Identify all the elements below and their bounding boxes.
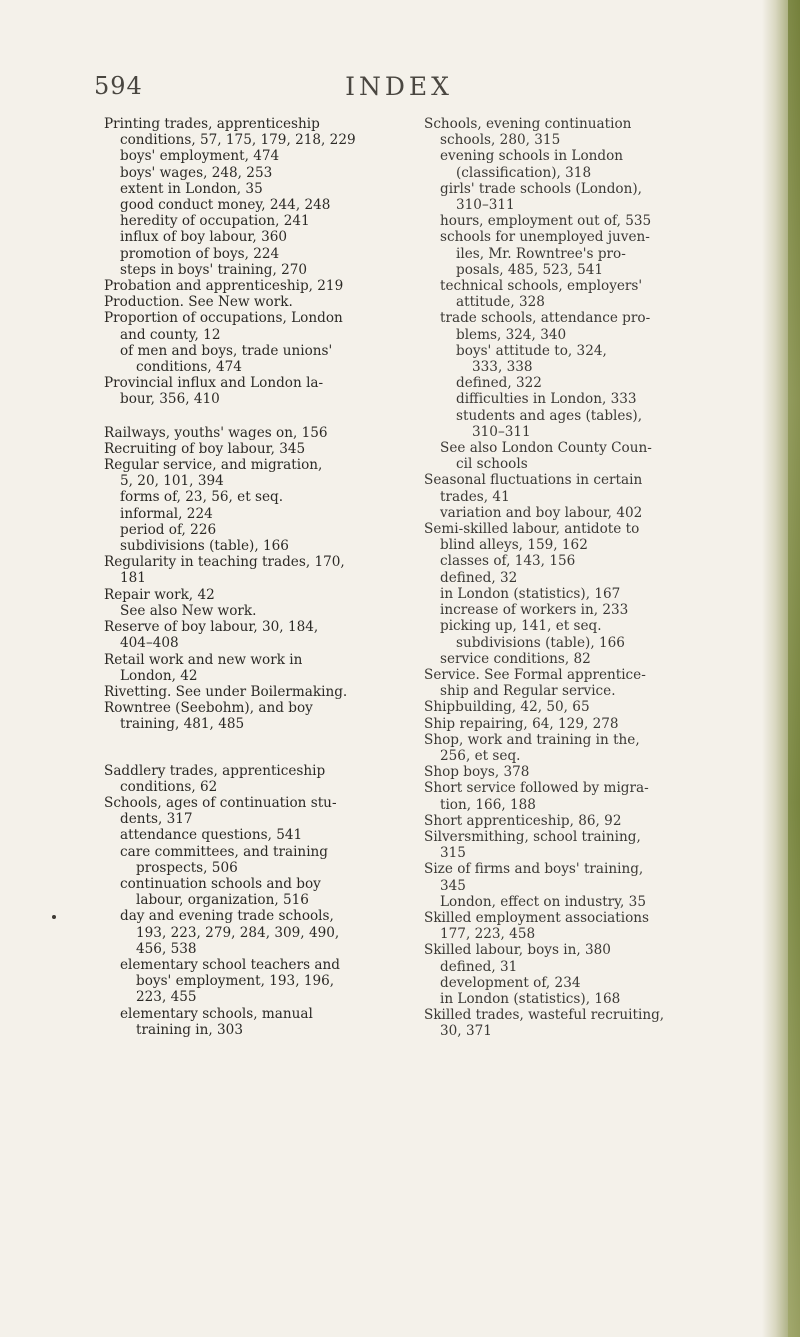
index-subentry: tion, 166, 188: [440, 796, 536, 813]
index-heading-entry: Probation and apprenticeship, 219: [104, 278, 344, 295]
index-heading-entry: Shipbuilding, 42, 50, 65: [424, 699, 590, 716]
index-subentry: 5, 20, 101, 394: [120, 473, 224, 490]
index-subentry: dents, 317: [120, 811, 193, 828]
index-subentry: steps in boys' training, 270: [120, 261, 308, 278]
index-subentry: ship and Regular service.: [440, 683, 616, 700]
margin-mark: [52, 915, 56, 919]
index-subentry: training, 481, 485: [120, 716, 245, 733]
index-subentry: difficulties in London, 333: [456, 391, 637, 408]
index-subentry: influx of boy labour, 360: [120, 229, 288, 246]
page-number: 594: [94, 72, 143, 100]
index-heading-entry: Rivetting. See under Boilermaking.: [104, 683, 348, 700]
index-subentry: cil schools: [456, 456, 528, 473]
index-subentry: conditions, 62: [120, 778, 218, 795]
index-subentry: elementary school teachers and: [120, 956, 340, 973]
index-subentry: London, 42: [120, 667, 198, 684]
index-subentry: London, effect on industry, 35: [440, 893, 646, 910]
index-heading-entry: Printing trades, apprenticeship: [104, 116, 320, 132]
index-heading-entry: Short service followed by migra-: [424, 780, 649, 797]
index-subentry: development of, 234: [440, 974, 581, 991]
index-subentry: technical schools, employers': [440, 278, 643, 295]
index-heading-entry: Size of firms and boys' training,: [424, 861, 644, 878]
index-heading-entry: Reserve of boy labour, 30, 184,: [104, 619, 319, 636]
index-subentry: students and ages (tables),: [456, 407, 643, 424]
index-heading-entry: Regularity in teaching trades, 170,: [104, 554, 345, 571]
index-subentry: labour, organization, 516: [136, 892, 309, 909]
index-heading-entry: Silversmithing, school training,: [424, 828, 641, 845]
index-subentry: conditions, 474: [136, 359, 242, 376]
index-heading-entry: Schools, ages of continuation stu-: [104, 794, 337, 811]
index-column-right: [424, 116, 729, 1296]
index-subentry: 181: [120, 570, 146, 587]
index-subentry: elementary schools, manual: [120, 1005, 313, 1022]
index-heading-entry: Rowntree (Seebohm), and boy: [104, 700, 313, 717]
index-heading-entry: Service. See Formal apprentice-: [424, 666, 646, 683]
index-subentry: blems, 324, 340: [456, 326, 567, 343]
index-heading-entry: Semi-skilled labour, antidote to: [424, 521, 640, 538]
index-subentry: (classification), 318: [456, 164, 592, 181]
index-subentry: 333, 338: [472, 359, 533, 376]
index-heading-entry: Ship repairing, 64, 129, 278: [424, 715, 619, 732]
index-subentry: classes of, 143, 156: [440, 553, 576, 570]
index-subentry: conditions, 57, 175, 179, 218, 229: [120, 132, 356, 149]
index-subentry: promotion of boys, 224: [120, 245, 280, 262]
running-title: INDEX: [345, 72, 453, 101]
index-heading-entry: Skilled labour, boys in, 380: [424, 942, 611, 959]
index-heading-entry: Skilled trades, wasteful recruiting,: [424, 1007, 665, 1024]
index-heading-entry: Provincial influx and London la-: [104, 375, 324, 392]
index-subentry: girls' trade schools (London),: [440, 180, 642, 197]
index-heading-entry: Railways, youths' wages on, 156: [104, 424, 328, 441]
index-subentry: of men and boys, trade unions': [120, 342, 333, 359]
index-subentry: posals, 485, 523, 541: [456, 261, 604, 278]
index-subentry: 223, 455: [136, 989, 197, 1006]
index-heading-entry: Skilled employment associations: [424, 909, 650, 926]
index-heading-entry: Schools, evening continuation: [424, 116, 632, 132]
index-subentry: trade schools, attendance pro-: [440, 310, 651, 327]
index-subentry: subdivisions (table), 166: [120, 538, 289, 555]
index-subentry: blind alleys, 159, 162: [440, 537, 588, 554]
index-subentry: in London (statistics), 167: [440, 585, 621, 602]
index-heading-entry: Retail work and new work in: [104, 651, 303, 668]
index-subentry: boys' wages, 248, 253: [120, 164, 273, 181]
index-heading-entry: Short apprenticeship, 86, 92: [424, 812, 622, 829]
index-subentry: 177, 223, 458: [440, 926, 536, 943]
index-heading-entry: Proportion of occupations, London: [104, 310, 343, 327]
index-subentry: 345: [440, 877, 466, 894]
index-subentry: 315: [440, 845, 466, 862]
index-subentry: defined, 32: [440, 569, 518, 586]
index-heading-entry: Shop, work and training in the,: [424, 731, 640, 748]
index-subentry: period of, 226: [120, 521, 217, 538]
index-subentry: 310–311: [456, 197, 515, 214]
index-subentry: evening schools in London: [440, 148, 624, 165]
index-heading-entry: Seasonal fluctuations in certain: [424, 472, 643, 489]
index-subentry: bour, 356, 410: [120, 391, 220, 408]
index-subentry: care committees, and training: [120, 843, 328, 860]
index-subentry: boys' employment, 474: [120, 148, 280, 165]
index-subentry: 193, 223, 279, 284, 309, 490,: [136, 924, 340, 941]
index-subentry: defined, 322: [456, 375, 542, 392]
index-subentry: prospects, 506: [136, 859, 238, 876]
index-subentry: schools for unemployed juven-: [440, 229, 650, 246]
index-subentry: continuation schools and boy: [120, 875, 321, 892]
index-column-left: [104, 116, 409, 1296]
index-subentry: day and evening trade schools,: [120, 908, 334, 925]
index-subentry: trades, 41: [440, 488, 510, 505]
index-subentry: in London (statistics), 168: [440, 990, 621, 1007]
index-subentry: boys' attitude to, 324,: [456, 342, 607, 359]
index-subentry: training in, 303: [136, 1021, 243, 1038]
index-subentry: service conditions, 82: [440, 650, 591, 667]
index-subentry: schools, 280, 315: [440, 132, 561, 149]
index-subentry: forms of, 23, 56, et seq.: [120, 489, 284, 506]
index-subentry: 256, et seq.: [440, 747, 521, 764]
index-heading-entry: Regular service, and migration,: [104, 457, 323, 474]
index-subentry: iles, Mr. Rowntree's pro-: [456, 245, 626, 262]
index-subentry: 310–311: [472, 423, 531, 440]
index-subentry: 404–408: [120, 635, 179, 652]
index-subentry: hours, employment out of, 535: [440, 213, 652, 230]
index-subentry: heredity of occupation, 241: [120, 213, 310, 230]
page-edge-shadow: [762, 0, 800, 1337]
index-subentry: good conduct money, 244, 248: [120, 197, 331, 214]
index-subentry: picking up, 141, et seq.: [440, 618, 602, 635]
index-subentry: and county, 12: [120, 326, 221, 343]
index-subentry: variation and boy labour, 402: [440, 504, 643, 521]
index-subentry: increase of workers in, 233: [440, 602, 629, 619]
section-gap: [104, 408, 409, 425]
index-heading-entry: Production. See New work.: [104, 294, 293, 311]
index-heading-entry: Saddlery trades, apprenticeship: [104, 762, 326, 779]
index-subentry: attendance questions, 541: [120, 827, 303, 844]
index-subentry: informal, 224: [120, 505, 213, 522]
index-subentry: See also New work.: [120, 602, 257, 619]
index-heading-entry: Shop boys, 378: [424, 764, 530, 781]
index-subentry: subdivisions (table), 166: [456, 634, 625, 651]
section-gap: [104, 733, 409, 763]
index-subentry: 456, 538: [136, 940, 197, 957]
index-subentry: defined, 31: [440, 958, 518, 975]
page-header: [0, 72, 800, 108]
index-heading-entry: Repair work, 42: [104, 586, 215, 603]
index-subentry: See also London County Coun-: [440, 440, 652, 457]
index-subentry: attitude, 328: [456, 294, 545, 311]
index-subentry: 30, 371: [440, 1023, 492, 1040]
index-heading-entry: Recruiting of boy labour, 345: [104, 440, 306, 457]
index-subentry: boys' employment, 193, 196,: [136, 973, 335, 990]
index-subentry: extent in London, 35: [120, 180, 263, 197]
